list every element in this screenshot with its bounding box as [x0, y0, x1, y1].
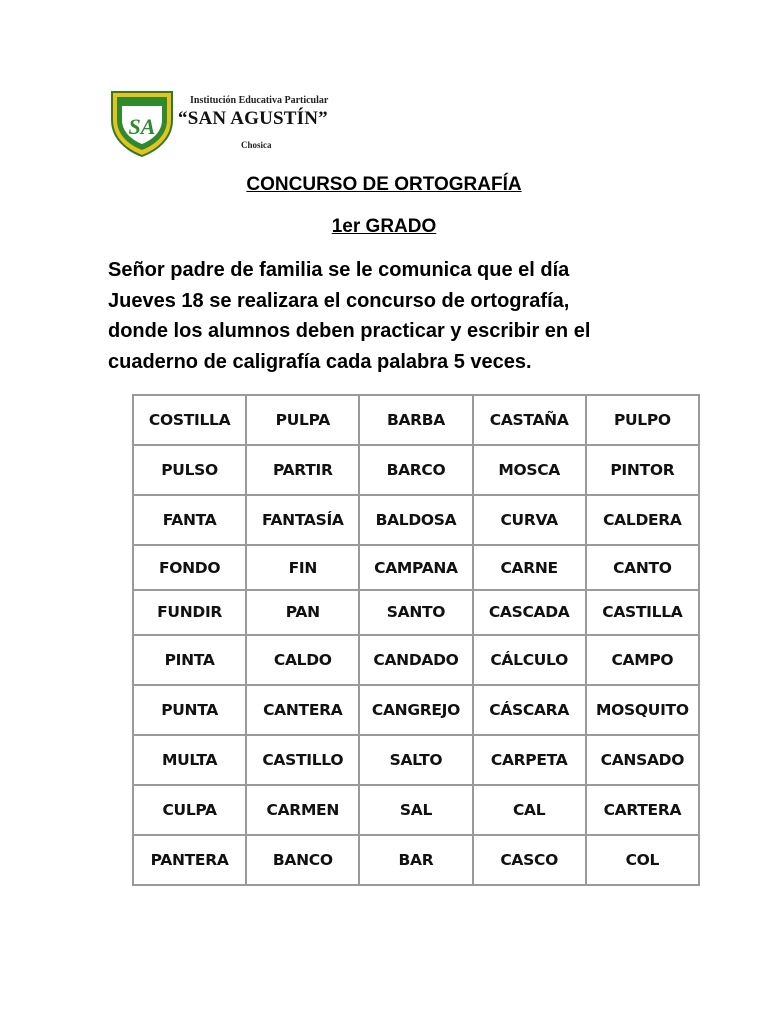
word-cell: MOSQUITO: [586, 685, 699, 735]
word-cell: CAMPO: [586, 635, 699, 685]
notice-line: cuaderno de caligrafía cada palabra 5 veces.: [108, 350, 532, 373]
word-table-row: [133, 835, 699, 885]
word-table-row: [133, 635, 699, 685]
word-table-row: [133, 445, 699, 495]
word-cell: PAN: [246, 590, 359, 635]
word-cell: FANTA: [133, 495, 246, 545]
institution-type: Institución Educativa Particular: [190, 95, 329, 106]
word-cell: CANSADO: [586, 735, 699, 785]
word-cell: CAL: [473, 785, 586, 835]
word-cell: BAR: [359, 835, 472, 885]
grade-title: 1er GRADO: [331, 216, 437, 237]
institution-location: Chosica: [241, 140, 272, 150]
word-cell: CASTILLO: [246, 735, 359, 785]
word-cell: CARNE: [473, 545, 586, 590]
notice-line: Jueves 18 se realizara el concurso de ortografía,: [108, 289, 570, 312]
word-cell: FONDO: [133, 545, 246, 590]
word-cell: CANTO: [586, 545, 699, 590]
word-cell: CARTERA: [586, 785, 699, 835]
word-cell: PULPO: [586, 395, 699, 445]
word-cell: CARPETA: [473, 735, 586, 785]
word-cell: FANTASÍA: [246, 495, 359, 545]
word-table-row: [133, 395, 699, 445]
word-cell: CÁSCARA: [473, 685, 586, 735]
word-cell: BARCO: [359, 445, 472, 495]
word-cell: CASCADA: [473, 590, 586, 635]
word-table-row: [133, 590, 699, 635]
word-table-row: [133, 685, 699, 735]
word-cell: CURVA: [473, 495, 586, 545]
word-cell: COL: [586, 835, 699, 885]
word-cell: CALDERA: [586, 495, 699, 545]
word-cell: CARMEN: [246, 785, 359, 835]
word-cell: SALTO: [359, 735, 472, 785]
word-cell: BALDOSA: [359, 495, 472, 545]
word-cell: PANTERA: [133, 835, 246, 885]
word-cell: SANTO: [359, 590, 472, 635]
word-cell: CULPA: [133, 785, 246, 835]
word-cell: BARBA: [359, 395, 472, 445]
logo-letters: SA: [128, 114, 156, 139]
word-table-row: [133, 495, 699, 545]
word-cell: BANCO: [246, 835, 359, 885]
word-table-row: [133, 735, 699, 785]
word-cell: MULTA: [133, 735, 246, 785]
word-cell: PARTIR: [246, 445, 359, 495]
word-cell: CALDO: [246, 635, 359, 685]
word-cell: MOSCA: [473, 445, 586, 495]
word-cell: CASCO: [473, 835, 586, 885]
word-cell: FUNDIR: [133, 590, 246, 635]
word-table-row: [133, 545, 699, 590]
school-shield-logo: [106, 86, 178, 158]
word-table-row: [133, 785, 699, 835]
word-cell: CÁLCULO: [473, 635, 586, 685]
word-cell: COSTILLA: [133, 395, 246, 445]
document-title: CONCURSO DE ORTOGRAFÍA: [246, 174, 522, 195]
notice-line: Señor padre de familia se le comunica que el día: [108, 259, 570, 281]
notice-paragraph: [108, 255, 708, 377]
word-cell: PUNTA: [133, 685, 246, 735]
word-cell: CASTILLA: [586, 590, 699, 635]
word-cell: PULPA: [246, 395, 359, 445]
word-cell: CANGREJO: [359, 685, 472, 735]
word-cell: FIN: [246, 545, 359, 590]
notice-line: donde los alumnos deben practicar y escribir en el: [108, 320, 591, 342]
word-cell: SAL: [359, 785, 472, 835]
spelling-word-table: [132, 394, 700, 886]
word-cell: PINTA: [133, 635, 246, 685]
word-cell: CANDADO: [359, 635, 472, 685]
word-cell: PULSO: [133, 445, 246, 495]
institution-name: “SAN AGUSTÍN”: [178, 108, 328, 129]
word-cell: CASTAÑA: [473, 395, 586, 445]
word-cell: CAMPANA: [359, 545, 472, 590]
word-cell: CANTERA: [246, 685, 359, 735]
word-cell: PINTOR: [586, 445, 699, 495]
